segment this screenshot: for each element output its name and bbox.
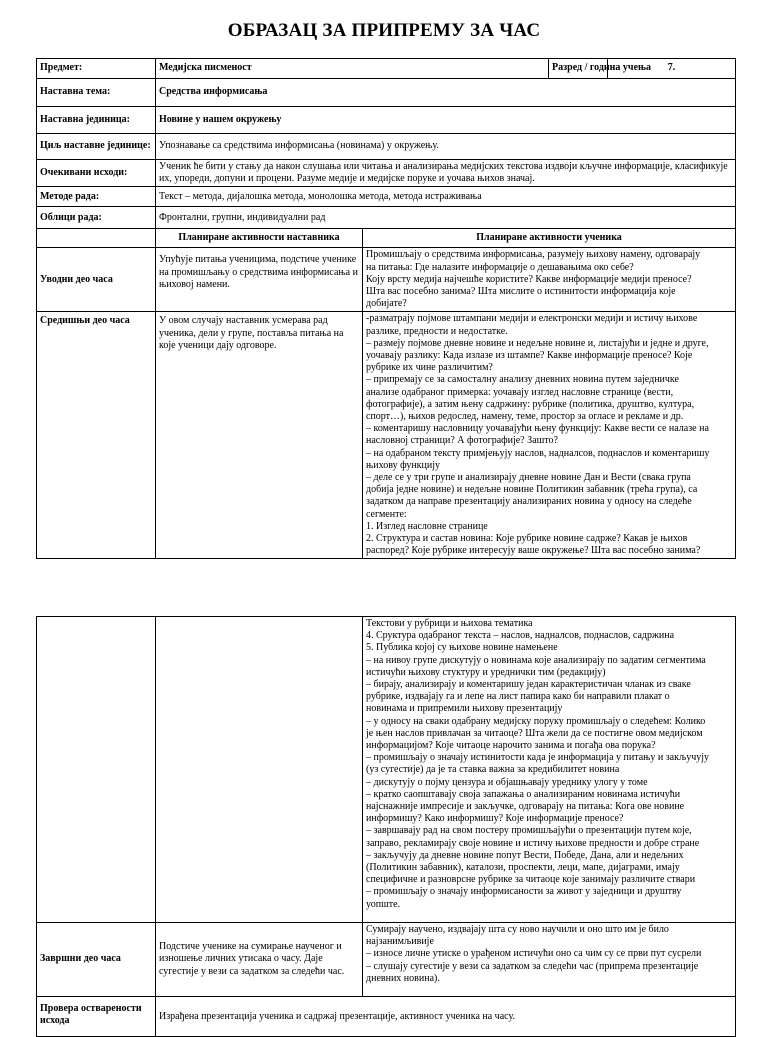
cont-student-line: истичући њихову стуктуру и уреднички тим (редакцију) <box>366 666 606 678</box>
main-student-line: уочавају разлику: Када излазе из штампе? Какве информације преносе? Које <box>366 350 693 362</box>
topic-value: Средства информисања <box>156 79 736 107</box>
cont-student-line: 4. Сруктура одабраног текста – наслов, надналсов, поднаслов, садржина <box>366 630 675 642</box>
methods-value: Текст – метода, дијалошка метода, монолошка метода, метода истраживања <box>156 187 736 207</box>
cont-student-line: уопште. <box>366 898 401 910</box>
cont-student-line: 5. Публика којој су њихове новине намењене <box>366 642 558 654</box>
main-student-line: насловној страници? А фотографије? Зашто? <box>366 435 558 447</box>
cont-student-line: – дискутују о појму цензура и објашњавају уреднику улогу у томе <box>366 776 648 788</box>
main-student-line: рубрике их чине различитим? <box>366 362 493 374</box>
goal-label: Циљ наставне јединице: <box>37 134 156 160</box>
teacher-activities-header: Планиране активности наставника <box>156 229 363 248</box>
topic-label: Наставна тема: <box>37 79 156 107</box>
intro-teacher: Упућује питања ученицима, подстиче ученике на промишљању о средствима информисања и њиховој намени. <box>156 248 363 312</box>
cont-student-line: рубрике, издвајају га и лепе на лист папира како би направили плакат о <box>366 691 670 703</box>
cont-student-line: – на нивоу групе дискутују о новинама које анализирају по задатим сегментима <box>366 654 706 666</box>
cont-student-line: – закључују да дневне новине попут Вести, Победе, Дана, али и недељних <box>366 849 684 861</box>
main-student-line: – на одабраном тексту примјењују наслов, надналсов, поднаслов и коментаришу <box>366 447 710 459</box>
main-student-line: добија једне новине) и недељне новине Политикин забавник (трећа група), са <box>366 484 698 496</box>
check-value: Израђена презентација ученика и садржај презентације, активност ученика на часу. <box>156 997 736 1037</box>
main-student-line: анализе одабраног примерка: уочавају изглед насловне странице (вести, <box>366 386 674 398</box>
cont-student-line: – завршавају рад на свом постеру промишљајући о презентацији путем које, <box>366 825 692 837</box>
final-student <box>363 923 736 997</box>
intro-label: Уводни део часа <box>37 248 156 312</box>
final-student-line: – износе личне утиске о урађеном истичући оно са чим су се први пут сусрели <box>366 948 702 960</box>
main-student-line: задатком да направе презентацију анализираних новина у односу на следеће <box>366 496 692 508</box>
main-student-line: њихову функцију <box>366 459 441 471</box>
intro-student-line: Промишљају о средствима информисања, разумеју њихову намену, одговарају <box>366 249 701 261</box>
outcomes-value: Ученик ће бити у стању да након слушања или читања и анализирања медијских текстова издвоји кључне информације, класификује их, упореди, допуни и процени. Разуме медије и медијске поруке и уочава њихов значај. <box>156 160 736 187</box>
forms-label: Облици рада: <box>37 207 156 229</box>
intro-student-line: на питања: Где налазите информације о дешавањима око себе? <box>366 261 634 273</box>
main-student-line: распоред? Које рубрике интересују ваше окружење? Шта вас посебно занима? <box>366 545 701 557</box>
cont-student-line: – бирају, анализирају и коментаришу један карактеристичан чланак из сваке <box>366 679 691 691</box>
cont-student-line: је њен наслов привлачан за читаоце? Шта жели да се постигне овом медијском <box>366 727 703 739</box>
lesson-plan-table-continued <box>36 616 736 1037</box>
intro-student-line: добијате? <box>366 298 407 310</box>
main-student-line: – припремају се за самосталну анализу дневних новина путем заједничке <box>366 374 679 386</box>
intro-student <box>363 248 736 312</box>
cont-student-line: специфичне и разноврсне рубрике за читаоце које занимају различите ствари <box>366 874 696 886</box>
cont-student-line: – у односу на сваки одабрану медијску поруку промишљају о следећем: Колико <box>366 715 706 727</box>
cont-label-cell <box>37 617 156 923</box>
main-student-line: – деле се у три групе и анализирају дневне новине Дан и Вести (свака група <box>366 472 691 484</box>
final-student-line: најзанимљивије <box>366 936 434 948</box>
main-student-line: сегменте: <box>366 508 407 520</box>
grade-label: Разред / година учења <box>549 59 608 79</box>
subject-value: Медијска писменост <box>156 59 549 79</box>
cont-student-line: најснажније импресије и закључке, одговарају на питања: Кога ове новине <box>366 801 685 813</box>
empty-header-cell <box>37 229 156 248</box>
forms-value: Фронтални, групни, индивидуални рад <box>156 207 736 229</box>
final-label: Завршни део часа <box>37 923 156 997</box>
goal-value: Упознавање са средствима информисања (новинама) у окружењу. <box>156 134 736 160</box>
intro-student-line: Шта вас посебно занима? Шта мислите о истинитости информација које <box>366 286 676 298</box>
main-student-line: фотографије), а затим њену садржину: рубрике (политика, друштво, култура, <box>366 398 695 410</box>
student-activities-header: Планиране активности ученика <box>363 229 736 248</box>
main-student-line: спорт…), њихов редослед, намену, теме, простор за огласе и рекламе и др. <box>366 411 684 423</box>
main-student-line: разлике, предности и недостатке. <box>366 325 508 337</box>
cont-student-line: новинама и припремили њихову презентацију <box>366 703 563 715</box>
final-student-line: Сумирају научено, издвајају шта су ново научили и оно што им је било <box>366 924 669 935</box>
main-student-line: 2. Структура и састав новина: Које рубрике новине садрже? Какав је њихов <box>366 533 688 545</box>
subject-label: Предмет: <box>37 59 156 79</box>
cont-student <box>363 617 736 923</box>
final-student-line: – слушају сугестије у вези са задатком за следећи час (припрема презентације <box>366 960 699 972</box>
cont-student-line: (уз сугестије) да је та ставка важна за кредибилитет новина <box>366 764 620 776</box>
cont-student-line: Текстови у рубрици и њихова тематика <box>366 618 533 629</box>
cont-student-line: – кратко саопштавају своја запажања о анализираним новинама истичући <box>366 788 681 800</box>
main-student <box>363 312 736 559</box>
cont-student-line: – промишљају о значају информисаности за живот у заједници и друштву <box>366 886 682 898</box>
check-label: Провера остварености исхода <box>37 997 156 1037</box>
main-student-line: 1. Изглед насловне странице <box>366 520 488 532</box>
grade-value: 7. <box>608 59 736 79</box>
main-label: Средишњи део часа <box>37 312 156 559</box>
main-student-line: – коментаришу насловницу уочавајући њену функцију: Какве вести се налазе на <box>366 423 709 435</box>
methods-label: Методе рада: <box>37 187 156 207</box>
cont-student-line: – промишљају о значају истинитости када је информација у питању и закључују <box>366 752 710 764</box>
cont-student-line: информацијом? Које читаоце нарочито занима и погађа ова порука? <box>366 740 656 752</box>
main-teacher: У овом случају наставник усмерава рад ученика, дели у групе, поставља питања на које ученици дају одговоре. <box>156 312 363 559</box>
outcomes-label: Очекивани исходи: <box>37 160 156 187</box>
page-title: ОБРАЗАЦ ЗА ПРИПРЕМУ ЗА ЧАС <box>227 20 541 41</box>
unit-value: Новине у нашем окружењу <box>156 107 736 134</box>
cont-teacher-cell <box>156 617 363 923</box>
cont-student-line: информишу? Како информишу? Које информације преносе? <box>366 813 624 825</box>
final-student-line: дневних новина). <box>366 972 440 984</box>
intro-student-line: Коју врсту медија најчешће користите? Какве информације медији преносе? <box>366 273 692 285</box>
main-student-line: -разматрају појмове штампани медији и електронски медији и истичу њихове <box>366 313 698 325</box>
lesson-plan-table <box>36 58 736 559</box>
cont-student-line: (Политикин забавник), каталози, проспекти, леци, мапе, дијаграми, имају <box>366 862 680 874</box>
main-student-line: – размеју појмове дневне новине и недељне новине и, листајући и једне и друге, <box>366 337 709 349</box>
cont-student-line: заправо, рекламирају своје новине и истичу њихове предности и добре стране <box>366 837 700 849</box>
final-teacher: Подстиче ученике на сумирање наученог и изношење личних утисака о часу. Даје сугестије у вези са задатком за следећи час. <box>156 923 363 997</box>
unit-label: Наставна јединица: <box>37 107 156 134</box>
